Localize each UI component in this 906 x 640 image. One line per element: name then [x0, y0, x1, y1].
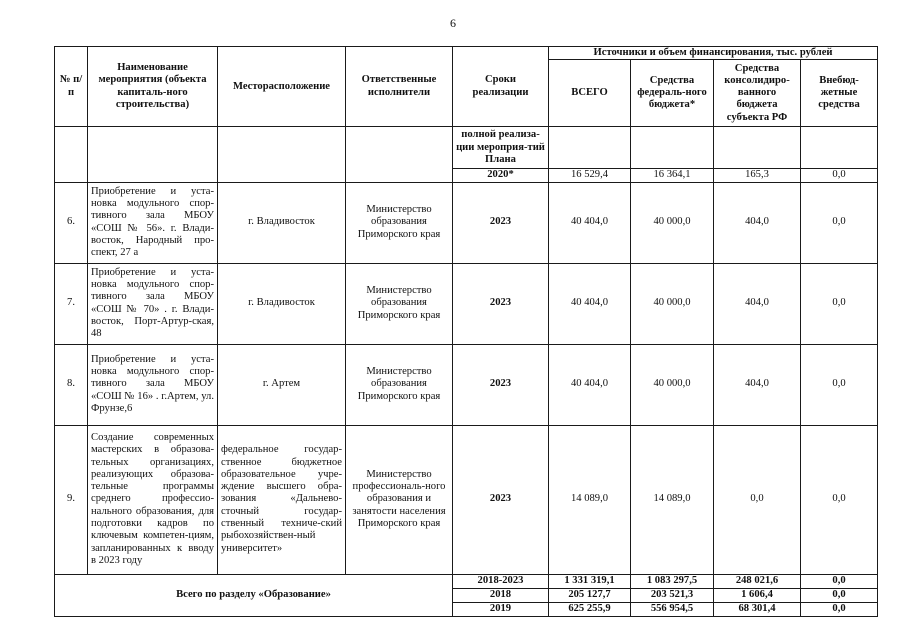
row-location: г. Владивосток [218, 182, 346, 263]
row-period: 2023 [453, 344, 549, 425]
totals-offbudget: 0,0 [801, 574, 878, 588]
totals-total: 625 255,9 [549, 602, 631, 616]
totals-year: 2018-2023 [453, 574, 549, 588]
cont-total: 16 529,4 [549, 169, 631, 182]
cont-location [218, 127, 346, 182]
row-federal: 40 000,0 [631, 263, 714, 344]
row-offbudget: 0,0 [801, 182, 878, 263]
totals-federal: 203 521,3 [631, 588, 714, 602]
row-name: Создание современных мастерских в образова-тельных организациях, реализующих образова-тельные программы среднего профессио-нального образования, для подготовки кадров по ключевым компетен-циям, запланированных к вводу в 2023 году [88, 425, 218, 574]
cont-consolidated-empty [714, 127, 801, 169]
row-responsible: Министерство образования Приморского края [346, 344, 453, 425]
row-name: Приобретение и уста-новка модульного спор-тивного зала МБОУ «СОШ № 56». г. Влади-восток, Народный про-спект, 27 а [88, 182, 218, 263]
row-total: 14 089,0 [549, 425, 631, 574]
row-num: 9. [55, 425, 88, 574]
row-location: г. Владивосток [218, 263, 346, 344]
totals-total: 1 331 319,1 [549, 574, 631, 588]
row-num: 7. [55, 263, 88, 344]
totals-consolidated: 68 301,4 [714, 602, 801, 616]
row-consolidated: 404,0 [714, 344, 801, 425]
totals-year: 2018 [453, 588, 549, 602]
header-period: Сроки реализации [453, 47, 549, 127]
table-row [55, 344, 878, 425]
table-row [55, 425, 878, 574]
row-total: 40 404,0 [549, 344, 631, 425]
page-number: 6 [450, 16, 456, 30]
cont-offbudget-empty [801, 127, 878, 169]
header-sources: Источники и объем финансирования, тыс. рублей [549, 47, 878, 60]
cont-federal: 16 364,1 [631, 169, 714, 182]
cont-year: 2020* [453, 169, 549, 182]
row-total: 40 404,0 [549, 263, 631, 344]
table-row [55, 263, 878, 344]
totals-offbudget: 0,0 [801, 602, 878, 616]
row-consolidated: 0,0 [714, 425, 801, 574]
row-consolidated: 404,0 [714, 182, 801, 263]
row-federal: 40 000,0 [631, 344, 714, 425]
cont-name [88, 127, 218, 182]
header-total: ВСЕГО [549, 60, 631, 127]
row-federal: 40 000,0 [631, 182, 714, 263]
cont-responsible [346, 127, 453, 182]
header-responsible: Ответственные исполнители [346, 47, 453, 127]
row-num: 8. [55, 344, 88, 425]
row-responsible: Министерство образования Приморского края [346, 263, 453, 344]
totals-row [55, 574, 878, 588]
totals-federal: 556 954,5 [631, 602, 714, 616]
totals-consolidated: 1 606,4 [714, 588, 801, 602]
row-offbudget: 0,0 [801, 344, 878, 425]
header-name: Наименование мероприятия (объекта капиталь-ного строительства) [88, 47, 218, 127]
totals-offbudget: 0,0 [801, 588, 878, 602]
cont-consolidated: 165,3 [714, 169, 801, 182]
row-location: г. Артем [218, 344, 346, 425]
totals-total: 205 127,7 [549, 588, 631, 602]
row-responsible: Министерство профессиональ-ного образования и занятости населения Приморского края [346, 425, 453, 574]
cont-num [55, 127, 88, 182]
row-num: 6. [55, 182, 88, 263]
header-num: № п/п [55, 47, 88, 127]
row-responsible: Министерство образования Приморского края [346, 182, 453, 263]
row-location: федеральное государ-ственное бюджетное образовательное учре-ждение высшего обра-зования «Дальнево-сточный государ-ственный техниче-ский рыбохозяйствен-ный университет» [218, 425, 346, 574]
table-row [55, 182, 878, 263]
row-period: 2023 [453, 263, 549, 344]
totals-label: Всего по разделу «Образование» [55, 574, 453, 616]
row-name: Приобретение и уста-новка модульного спор-тивного зала МБОУ «СОШ № 16» . г.Артем, ул. Фрунзе,6 [88, 344, 218, 425]
row-period: 2023 [453, 182, 549, 263]
cont-total-empty [549, 127, 631, 169]
header-consolidated: Средства консолидиро-ванного бюджета субъекта РФ [714, 60, 801, 127]
row-total: 40 404,0 [549, 182, 631, 263]
cont-federal-empty [631, 127, 714, 169]
header-offbudget: Внебюд-жетные средства [801, 60, 878, 127]
row-federal: 14 089,0 [631, 425, 714, 574]
continuation-row [55, 127, 878, 169]
row-offbudget: 0,0 [801, 263, 878, 344]
cont-offbudget: 0,0 [801, 169, 878, 182]
totals-consolidated: 248 021,6 [714, 574, 801, 588]
row-consolidated: 404,0 [714, 263, 801, 344]
row-offbudget: 0,0 [801, 425, 878, 574]
row-name: Приобретение и уста-новка модульного спор-тивного зала МБОУ «СОШ № 70» . г. Влади-восток, Порт-Артур-ская, 48 [88, 263, 218, 344]
cont-period-note: полной реализа-ции мероприя-тий Плана [453, 127, 549, 169]
header-federal: Средства федераль-ного бюджета* [631, 60, 714, 127]
header-row-1 [55, 47, 878, 60]
header-location: Месторасположение [218, 47, 346, 127]
financing-table [54, 46, 878, 617]
totals-federal: 1 083 297,5 [631, 574, 714, 588]
row-period: 2023 [453, 425, 549, 574]
totals-year: 2019 [453, 602, 549, 616]
